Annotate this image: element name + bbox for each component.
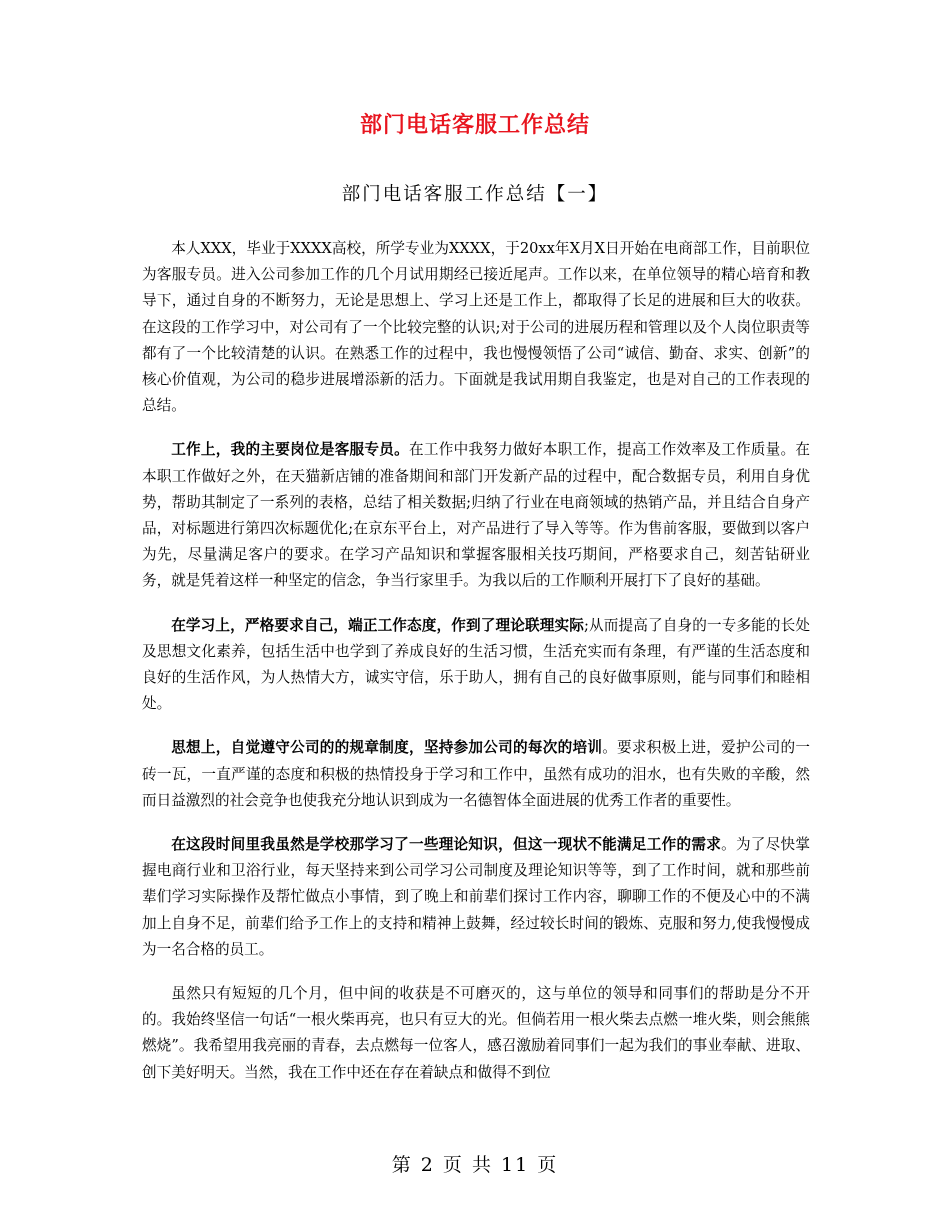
document-title: 部门电话客服工作总结	[359, 113, 590, 138]
paragraph-3	[142, 613, 810, 718]
document-body	[142, 236, 810, 1104]
paragraph-lead: 在这段时间里我虽然是学校那学习了一些理论知识，但这一现状不能满足工作的需求	[171, 836, 722, 854]
paragraph-5	[142, 832, 810, 963]
paragraph-text: 虽然只有短短的几个月，但中间的收获是不可磨灭的，这与单位的领导和同事们的帮助是分不开的。我始终坚信一句话“一根火柴再亮，也只有豆大的光。但倘若用一根火柴去点燃一堆火柴，则会熊熊燃烧”。我希望用我亮丽的青春，去点燃每一位客人，感召激励着同事们一起为我们的事业奉献、进取、创下美好明天。当然，我在工作中还在存在着缺点和做得不到位	[142, 985, 810, 1081]
paragraph-4	[142, 735, 810, 814]
paragraph-1	[142, 236, 810, 419]
paragraph-text: ;从而提高了自身的一专多能的长处及思想文化素养，包括生活中也学到了养成良好的生活习惯，生活充实而有条理，有严谨的生活态度和良好的生活作风，为人热情大方，诚实守信，乐于助人，拥有自己的良好做事原则，能与同事们和睦相处。	[142, 616, 810, 713]
paragraph-lead: 思想上，自觉遵守公司的的规章制度，坚持参加公司的每次的培训	[171, 739, 603, 757]
paragraph-text: 。要求积极上进，爱护公司的一砖一瓦，一直严谨的态度和积极的热情投身于学习和工作中，虽然有成功的泪水，也有失败的辛酸，然而日益激烈的社会竞争也使我充分地认识到成为一名德智体全面进展的优秀工作者的重要性。	[142, 739, 810, 809]
paragraph-2	[142, 437, 810, 594]
paragraph-lead: 工作上，我的主要岗位是客服专员。	[171, 441, 409, 459]
paragraph-6	[142, 981, 810, 1086]
section-title: 部门电话客服工作总结【一】	[341, 184, 609, 205]
paragraph-text: 本人XXX，毕业于XXXX高校，所学专业为XXXX，于20xx年X月X日开始在电商部工作，目前职位为客服专员。进入公司参加工作的几个月试用期经已接近尾声。工作以来，在单位领导的精心培育和教导下，通过自身的不断努力，无论是思想上、学习上还是工作上，都取得了长足的进展和巨大的收获。在这段的工作学习中，对公司有了一个比较完整的认识;对于公司的进展历程和管理以及个人岗位职责等都有了一个比较清楚的认识。在熟悉工作的过程中，我也慢慢领悟了公司“诚信、勤奋、求实、创新”的核心价值观，为公司的稳步进展增添新的活力。下面就是我试用期自我鉴定，也是对自己的工作表现的总结。	[142, 240, 810, 415]
page-footer: 第 2 页 共 11 页	[391, 1154, 559, 1176]
paragraph-text: 。为了尽快掌握电商行业和卫浴行业，每天坚持来到公司学习公司制度及理论知识等等，到了工作时间，就和那些前辈们学习实际操作及帮忙做点小事情，到了晚上和前辈们探讨工作内容，聊聊工作的不便及心中的不满加上自身不足，前辈们给予工作上的支持和精神上鼓舞，经过较长时间的锻炼、克服和努力,使我慢慢成为一名合格的员工。	[142, 836, 810, 958]
paragraph-text: 在工作中我努力做好本职工作，提高工作效率及工作质量。在本职工作做好之外，在天猫新店铺的准备期间和部门开发新产品的过程中，配合数据专员，利用自身优势，帮助其制定了一系列的表格，总结了相关数据;归纳了行业在电商领域的热销产品，并且结合自身产品，对标题进行第四次标题优化;在京东平台上，对产品进行了导入等等。作为售前客服，要做到以客户为先，尽量满足客户的要求。在学习产品知识和掌握客服相关技巧期间，严格要求自己，刻苦钻研业务，就是凭着这样一种坚定的信念，争当行家里手。为我以后的工作顺利开展打下了良好的基础。	[142, 441, 810, 590]
paragraph-lead: 在学习上，严格要求自己，端正工作态度，作到了理论联理实际	[171, 616, 584, 634]
